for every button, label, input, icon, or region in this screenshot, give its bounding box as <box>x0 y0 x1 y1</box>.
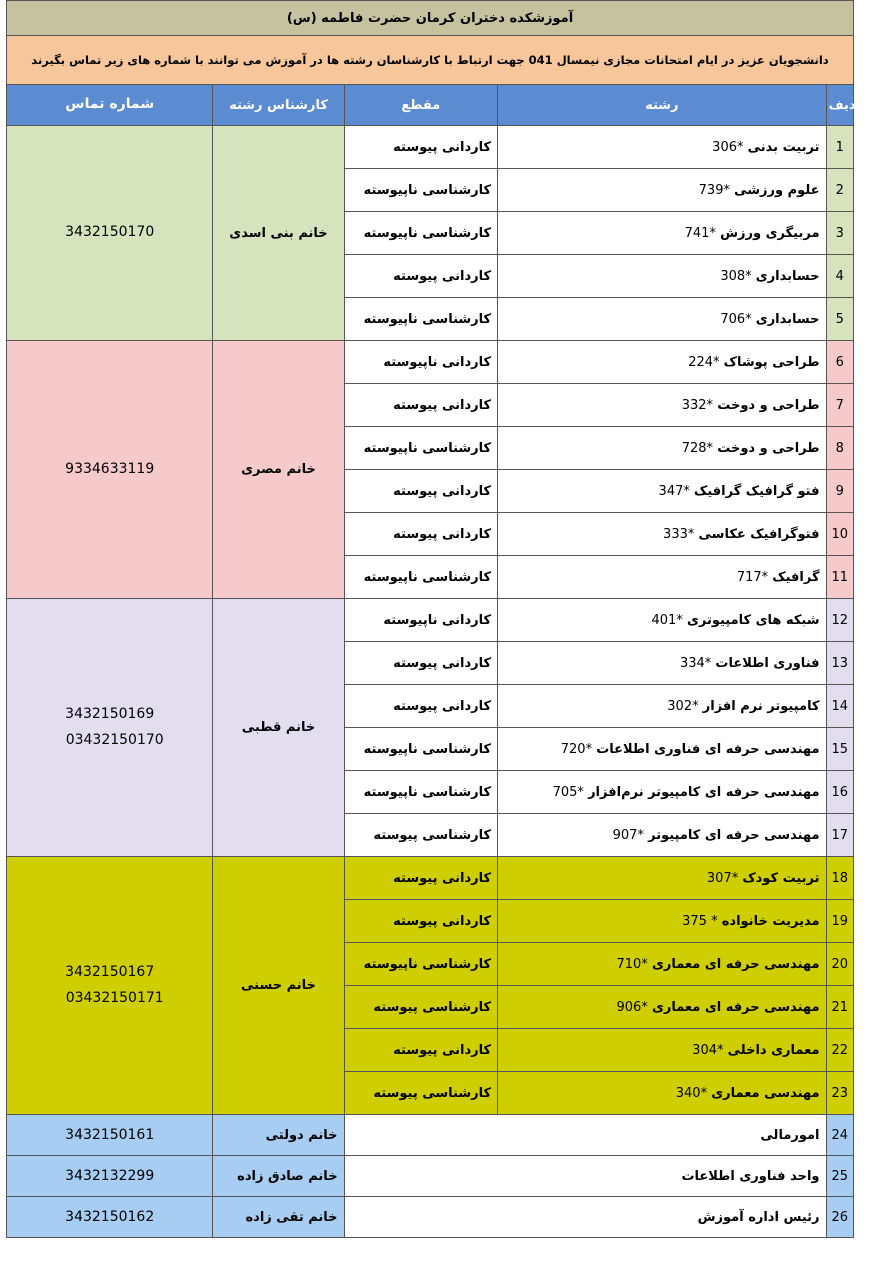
major-code: 340* <box>675 1085 708 1101</box>
row-index: 16 <box>826 771 853 814</box>
row-level: کاردانی پیوسته <box>344 900 498 943</box>
group-phone-cell <box>7 126 213 341</box>
row-index: 7 <box>826 384 853 427</box>
major-name: فتوگرافیک عکاسی <box>698 526 820 542</box>
row-major <box>498 513 826 556</box>
phone-number: 3432150167 <box>65 964 155 981</box>
row-level: کارشناسی پیوسته <box>344 986 498 1029</box>
major-name: مهندسی معماری <box>711 1085 820 1101</box>
row-major <box>498 470 826 513</box>
major-code: 906* <box>616 999 648 1015</box>
major-name: حسابداری <box>755 268 820 284</box>
major-code: 375 * <box>682 913 718 929</box>
major-code: 306* <box>712 139 744 155</box>
row-major <box>498 556 826 599</box>
major-code: 717* <box>736 569 769 585</box>
major-name: مهندسی حرفه ای کامپیوتر نرم‌افزار <box>588 784 820 800</box>
major-name: فناوری اطلاعات <box>715 655 820 671</box>
row-level: کاردانی ناپیوسته <box>344 341 498 384</box>
major-code: 705* <box>552 784 584 800</box>
row-major <box>498 126 826 169</box>
row-major <box>498 771 826 814</box>
row-index: 12 <box>826 599 853 642</box>
management-row <box>7 1197 854 1238</box>
group-phone-cell <box>7 341 213 599</box>
major-code: 907* <box>612 827 644 843</box>
row-level: کاردانی پیوسته <box>344 126 498 169</box>
row-major <box>498 1072 826 1115</box>
phone-number: 03432150171 <box>65 989 164 1006</box>
notice-banner: دانشجویان عزیز در ایام امتحانات مجازی نیمسال 041 جهت ارتباط با کارشناسان رشته ها در آموزش می توانند با شماره های زیر تماس بگیرند <box>6 35 854 85</box>
phone-number: 03432150170 <box>65 731 164 748</box>
major-name: طراحی پوشاک <box>723 354 820 370</box>
group-phone-cell <box>7 857 213 1115</box>
row-major <box>498 814 826 857</box>
row-index: 14 <box>826 685 853 728</box>
row-major <box>498 900 826 943</box>
major-name: علوم ورزشی <box>734 182 820 198</box>
table-row <box>7 857 854 900</box>
major-code: 741* <box>684 225 716 241</box>
row-major <box>498 685 826 728</box>
contact-sheet <box>6 0 864 1275</box>
management-row <box>7 1156 854 1197</box>
group-expert-name: خانم قطبی <box>213 599 344 857</box>
table-body <box>7 126 854 1238</box>
header-phone: شماره تماس <box>7 85 213 126</box>
row-index: 1 <box>826 126 853 169</box>
major-name: کامپیوتر نرم افزار <box>702 698 820 714</box>
row-level: کاردانی پیوسته <box>344 513 498 556</box>
row-index: 5 <box>826 298 853 341</box>
row-major <box>498 427 826 470</box>
major-name: شبکه های کامپیوتری <box>686 612 820 628</box>
group-expert-name: خانم مصری <box>213 341 344 599</box>
row-major <box>498 384 826 427</box>
row-level: کارشناسی ناپیوسته <box>344 556 498 599</box>
row-index: 23 <box>826 1072 853 1115</box>
major-name: گرافیک <box>772 569 820 585</box>
row-index: 15 <box>826 728 853 771</box>
management-row <box>7 1115 854 1156</box>
management-expert: خانم دولتی <box>213 1115 344 1156</box>
row-major <box>498 255 826 298</box>
management-expert: خانم صادق زاده <box>213 1156 344 1197</box>
major-code: 304* <box>692 1042 724 1058</box>
row-major <box>498 728 826 771</box>
major-name: تربیت بدنی <box>747 139 820 155</box>
row-major <box>498 642 826 685</box>
row-index: 10 <box>826 513 853 556</box>
major-code: 332* <box>681 397 714 413</box>
major-name: طراحی و دوخت <box>717 440 820 456</box>
header-major: رشته <box>498 85 826 126</box>
major-code: 308* <box>720 268 752 284</box>
row-index: 13 <box>826 642 853 685</box>
row-major <box>498 857 826 900</box>
row-index: 18 <box>826 857 853 900</box>
row-level: کارشناسی ناپیوسته <box>344 943 498 986</box>
header-idx: ردیف <box>826 85 853 126</box>
row-index: 20 <box>826 943 853 986</box>
table-row <box>7 341 854 384</box>
row-level: کاردانی پیوسته <box>344 255 498 298</box>
row-level: کارشناسی ناپیوسته <box>344 427 498 470</box>
major-code: 347* <box>658 483 690 499</box>
major-code: 307* <box>706 870 739 886</box>
major-name: معماری داخلی <box>727 1042 820 1058</box>
major-name: تربیت کودک <box>742 870 820 886</box>
row-level: کاردانی پیوسته <box>344 1029 498 1072</box>
row-level: کارشناسی ناپیوسته <box>344 169 498 212</box>
row-major <box>498 943 826 986</box>
row-level: کاردانی پیوسته <box>344 384 498 427</box>
major-name: مهندسی حرفه ای معماری <box>651 999 820 1015</box>
management-title: رئیس اداره آموزش <box>344 1197 826 1238</box>
row-index: 11 <box>826 556 853 599</box>
contacts-table <box>6 84 864 1238</box>
major-code: 710* <box>616 956 648 972</box>
management-phone: 3432132299 <box>7 1156 213 1197</box>
row-major <box>498 341 826 384</box>
row-index: 3 <box>826 212 853 255</box>
row-index: 9 <box>826 470 853 513</box>
major-code: 302* <box>667 698 699 714</box>
row-index: 4 <box>826 255 853 298</box>
major-name: مهندسی حرفه ای کامپیوتر <box>648 827 820 843</box>
phone-number: 3432150170 <box>65 224 155 241</box>
row-level: کاردانی پیوسته <box>344 470 498 513</box>
major-code: 334* <box>679 655 712 671</box>
row-index: 6 <box>826 341 853 384</box>
row-level: کارشناسی ناپیوسته <box>344 298 498 341</box>
row-index: 2 <box>826 169 853 212</box>
row-index: 19 <box>826 900 853 943</box>
row-level: کارشناسی پیوسته <box>344 1072 498 1115</box>
major-code: 706* <box>720 311 752 327</box>
major-code: 728* <box>681 440 714 456</box>
row-major <box>498 169 826 212</box>
row-level: کاردانی ناپیوسته <box>344 599 498 642</box>
table-header-row <box>7 85 854 126</box>
row-major <box>498 298 826 341</box>
major-code: 720* <box>560 741 593 757</box>
major-name: مربیگری ورزش <box>720 225 820 241</box>
major-name: طراحی و دوخت <box>717 397 820 413</box>
row-level: کاردانی پیوسته <box>344 642 498 685</box>
major-name: حسابداری <box>755 311 820 327</box>
row-level: کارشناسی ناپیوسته <box>344 771 498 814</box>
management-index: 25 <box>826 1156 853 1197</box>
row-index: 8 <box>826 427 853 470</box>
management-index: 26 <box>826 1197 853 1238</box>
management-index: 24 <box>826 1115 853 1156</box>
major-name: مهندسی حرفه ای معماری <box>651 956 820 972</box>
phone-number: 3432150169 <box>65 706 155 723</box>
row-major <box>498 986 826 1029</box>
major-code: 224* <box>688 354 720 370</box>
row-major <box>498 212 826 255</box>
row-index: 17 <box>826 814 853 857</box>
major-name: فتو گرافیک گرافیک <box>694 483 820 499</box>
row-major <box>498 1029 826 1072</box>
major-code: 739* <box>698 182 730 198</box>
row-level: کاردانی پیوسته <box>344 685 498 728</box>
row-level: کارشناسی ناپیوسته <box>344 728 498 771</box>
management-title: امورمالی <box>344 1115 826 1156</box>
group-expert-name: خانم بنی اسدی <box>213 126 344 341</box>
header-level: مقطع <box>344 85 498 126</box>
table-row <box>7 599 854 642</box>
management-phone: 3432150161 <box>7 1115 213 1156</box>
major-name: مدیریت خانواده <box>721 913 820 929</box>
row-major <box>498 599 826 642</box>
group-phone-cell <box>7 599 213 857</box>
phone-number: 9334633119 <box>65 460 155 477</box>
header-expert: کارشناس رشته <box>213 85 344 126</box>
management-title: واحد فناوری اطلاعات <box>344 1156 826 1197</box>
table-row <box>7 126 854 169</box>
management-phone: 3432150162 <box>7 1197 213 1238</box>
major-code: 401* <box>651 612 683 628</box>
group-expert-name: خانم حسنی <box>213 857 344 1115</box>
row-level: کارشناسی پیوسته <box>344 814 498 857</box>
page-title: آموزشکده دختران کرمان حضرت فاطمه (س) <box>6 0 854 36</box>
row-level: کاردانی پیوسته <box>344 857 498 900</box>
major-name: مهندسی حرفه ای فناوری اطلاعات <box>596 741 820 757</box>
row-level: کارشناسی ناپیوسته <box>344 212 498 255</box>
row-index: 22 <box>826 1029 853 1072</box>
management-expert: خانم تقی زاده <box>213 1197 344 1238</box>
major-code: 333* <box>663 526 695 542</box>
row-index: 21 <box>826 986 853 1029</box>
